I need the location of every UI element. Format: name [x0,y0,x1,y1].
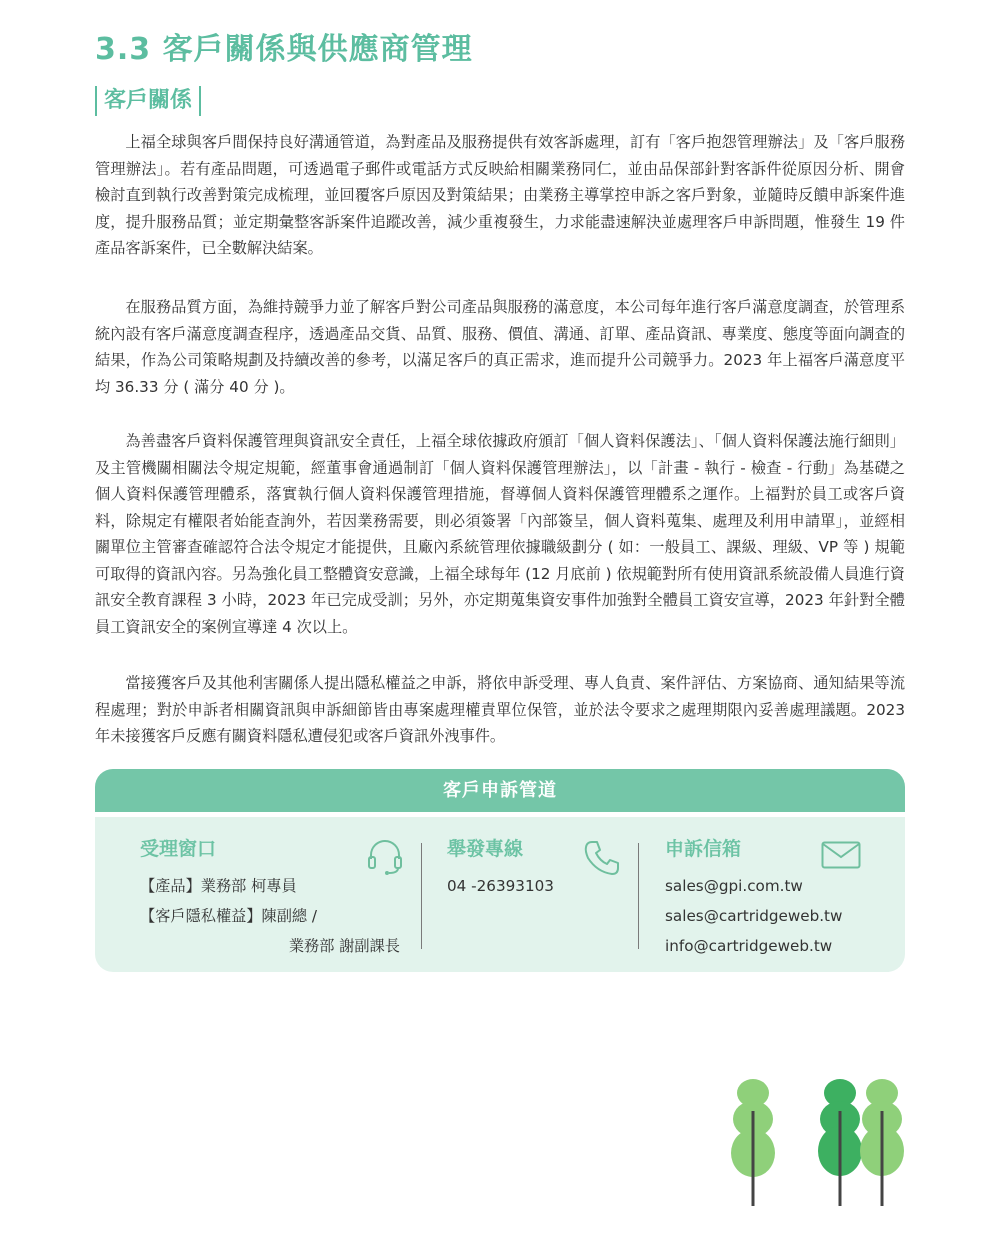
paragraph-text: 在服務品質方面，為維持競爭力並了解客戶對公司產品與服務的滿意度，本公司每年進行客戶滿意度調查，於管理系統內設有客戶滿意度調查程序，透過產品交貨、品質、服務、價值、溝通、訂單、產品資訊、專業度、態度等面向調查的結果，作為公司策略規劃及持續改善的參考，以滿足客戶的真正需求，進而提升公司競爭力。2023 年上福客戶滿意度平均 36.33 分 ( 滿分 40 分 )。 [95,298,905,396]
paragraph-satisfaction-survey [95,294,905,400]
paragraph-data-protection [95,428,905,640]
mailbox-email: info@cartridgeweb.tw [665,937,833,955]
section-title: 客戶關係 [95,86,201,116]
service-window-line: 業務部 謝副課長 [288,937,400,955]
tree-icon [818,1079,862,1206]
page-title: 3.3 客戶關係與供應商管理 [95,32,473,67]
paragraph-text: 上福全球與客戶間保持良好溝通管道，為對產品及服務提供有效客訴處理，訂有「客戶抱怨管理辦法」及「客戶服務管理辦法」。若有產品問題，可透過電子郵件或電話方式反映給相關業務同仁，並由品保部針對客訴件從原因分析、開會檢討直到執行改善對策完成梳理，並回覆客戶原因及對策結果；由業務主導掌控申訴之客戶對象，並隨時反饋申訴案件進度，提升服務品質；並定期彙整客訴案件追蹤改善，減少重複發生，力求能盡速解決並處理客戶申訴問題，惟發生 19 件產品客訴案件，已全數解決結案。 [95,133,905,257]
headset-icon [365,837,405,877]
tree-icon [731,1079,775,1206]
tree-icon [860,1079,904,1206]
paragraph-text: 為善盡客戶資料保護管理與資訊安全責任，上福全球依據政府頒訂「個人資料保護法」、「個人資料保護法施行細則」及主管機關相關法令規定規範，經董事會通過制訂「個人資料保護管理辦法」，以「計畫 - 執行 - 檢查 - 行動」為基礎之個人資料保護管理體系，落實執行個人資料保護管理措施，督導個人資料保護管理體系之運作。上福對於員工或客戶資料，除規定有權限者始能查詢外，若因業務需要，則必須簽署「內部簽呈，個人資料蒐集、處理及利用申請單」，並經相關單位主管審查確認符合法令規定才能提供，且廠內系統管理依據職級劃分 ( 如：一般員工、課級、理級、VP 等 ) 規範可取得的資訊內容。另為強化員工整體資安意識，上福全球每年 (12 月底前 ) 依規範對所有使用資訊系統設備人員進行資訊安全教育課程 3 小時，2023 年已完成受訓；另外，亦定期蒐集資安事件加強對全體員工資安宣導，2023 年針對全體員工資訊安全的案例宣導達 4 次以上。 [95,432,905,636]
paragraph-privacy-complaints [95,670,905,750]
mailbox-email: sales@cartridgeweb.tw [665,907,843,925]
paragraph-text: 當接獲客戶及其他利害關係人提出隱私權益之申訴，將依申訴受理、專人負責、案件評估、方案協商、通知結果等流程處理；對於申訴者相關資訊與申訴細節皆由專案處理權責單位保管，並於法令要求之處理期限內妥善處理議題。2023 年未接獲客戶反應有關資料隱私遭侵犯或客戶資訊外洩事件。 [95,674,905,745]
envelope-icon [821,841,861,869]
column-divider [638,843,639,949]
phone-icon [583,839,621,877]
paragraph-complaint-handling [95,129,905,262]
hotline-number: 04 -26393103 [447,877,554,895]
service-window-line: 【客戶隱私權益】陳副總 / [140,907,318,925]
service-window-title: 受理窗口 [140,838,217,860]
column-divider [421,843,422,949]
header-divider [95,812,905,817]
service-window-line: 【產品】業務部 柯專員 [140,877,297,895]
complaint-channel-header: 客戶申訴管道 [95,769,905,812]
trees-illustration [725,1075,915,1215]
hotline-title: 舉發專線 [447,838,524,860]
complaint-channel-panel [95,769,905,972]
service-window-column [140,837,400,961]
mailbox-email: sales@gpi.com.tw [665,877,803,895]
mailbox-title: 申訴信箱 [665,838,742,860]
